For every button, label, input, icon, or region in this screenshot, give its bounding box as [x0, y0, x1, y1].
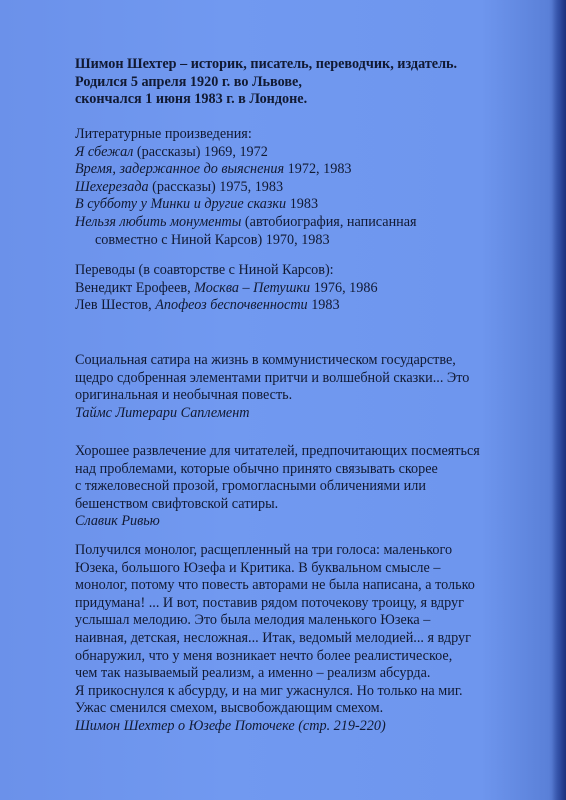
quote-line: услышал мелодию. Это была мелодия маленького Юзека – [75, 612, 431, 629]
quote-line: Социальная сатира на жизнь в коммунистическом государстве, [75, 352, 456, 368]
quote-line: оригинальная и необычная повесть. [75, 387, 293, 404]
author-bio [75, 56, 505, 109]
quote-line: обнаружил, что у меня возникает нечто более реалистическое, [75, 647, 453, 664]
quote-line: чем так называемый реализм, а именно – реализм абсурда. [75, 665, 431, 682]
work-note-continued: совместно с Ниной Карсов) 1970, 1983 [95, 231, 330, 248]
work-title: Время, задержанное до выяснения [75, 161, 285, 178]
quote-line: Ужас сменился смехом, высвобождающим смехом. [75, 700, 384, 717]
quote-line: наивная, детская, несложная... Итак, ведомый мелодией... я вдруг [75, 629, 471, 646]
review-quote-2 [75, 443, 505, 531]
work-note: (рассказы) 1969, 1972 [133, 143, 268, 160]
translation-item [75, 297, 505, 315]
quote-line: монолог, потому что повесть авторами не была написана, а только [75, 577, 475, 594]
quote-line: бешенством свифтовской сатиры. [75, 495, 279, 512]
quote-source: Таймс Литерари Саплемент [75, 404, 250, 421]
work-title: Нельзя любить монументы [75, 213, 242, 230]
bio-line-3: скончался 1 июня 1983 г. в Лондоне. [75, 91, 308, 108]
work-item [75, 161, 505, 179]
work-item [75, 214, 505, 232]
review-quote-1 [75, 352, 505, 422]
translation-years: 1976, 1986 [310, 279, 378, 296]
translation-years: 1983 [307, 297, 340, 314]
quote-line: над проблемами, которые обычно принято связывать скорее [75, 460, 438, 477]
work-note: (автобиография, написанная [241, 213, 417, 230]
work-item [75, 179, 505, 197]
works-heading: Литературные произведения: [75, 126, 252, 142]
translation-author: Лев Шестов, [75, 297, 156, 314]
work-title: Я сбежал [75, 143, 134, 160]
work-item [75, 144, 505, 162]
bio-line-2: Родился 5 апреля 1920 г. во Львове, [75, 73, 302, 90]
translations [75, 262, 505, 315]
quote-line: Я прикоснулся к абсурду, и на миг ужаснулся. Но только на миг. [75, 682, 463, 699]
quote-pages: (стр. 219-220) [298, 717, 386, 734]
quote-line: Хорошее развлечение для читателей, предпочитающих посмеяться [75, 443, 480, 459]
quote-line: с тяжеловесной прозой, громогласными обличениями или [75, 478, 426, 495]
cover-edge-shadow [552, 0, 566, 800]
quote-line: Юзека, большого Юзефа и Критика. В буквальном смысле – [75, 559, 441, 576]
work-item [75, 196, 505, 214]
translation-item [75, 280, 505, 298]
work-note: 1983 [286, 196, 319, 213]
quote-line: Получился монолог, расщепленный на три голоса: маленького [75, 542, 453, 558]
quote-source [75, 718, 505, 736]
quote-line: щедро сдобренная элементами притчи и волшебной сказки... Это [75, 369, 470, 386]
quote-source-name: Шимон Шехтер о Юзефе Поточеке [75, 717, 295, 734]
quote-line: придумана! ... И вот, поставив рядом поточекову троицу, я вдруг [75, 594, 464, 611]
literary-works [75, 126, 505, 249]
work-title: Шехерезада [75, 178, 149, 195]
translations-heading: Переводы (в соавторстве с Ниной Карсов): [75, 262, 334, 278]
bio-line-1: Шимон Шехтер – историк, писатель, переводчик, издатель. [75, 56, 458, 72]
translation-title: Апофеоз беспочвенности [155, 297, 308, 314]
author-quote [75, 542, 505, 736]
work-title: В субботу у Минки и другие сказки [75, 196, 287, 213]
translation-author: Венедикт Ерофеев, [75, 279, 195, 296]
work-note: 1972, 1983 [284, 161, 352, 178]
quote-source: Славик Ривью [75, 513, 160, 530]
translation-title: Москва – Петушки [194, 279, 311, 296]
work-note: (рассказы) 1975, 1983 [148, 178, 284, 195]
